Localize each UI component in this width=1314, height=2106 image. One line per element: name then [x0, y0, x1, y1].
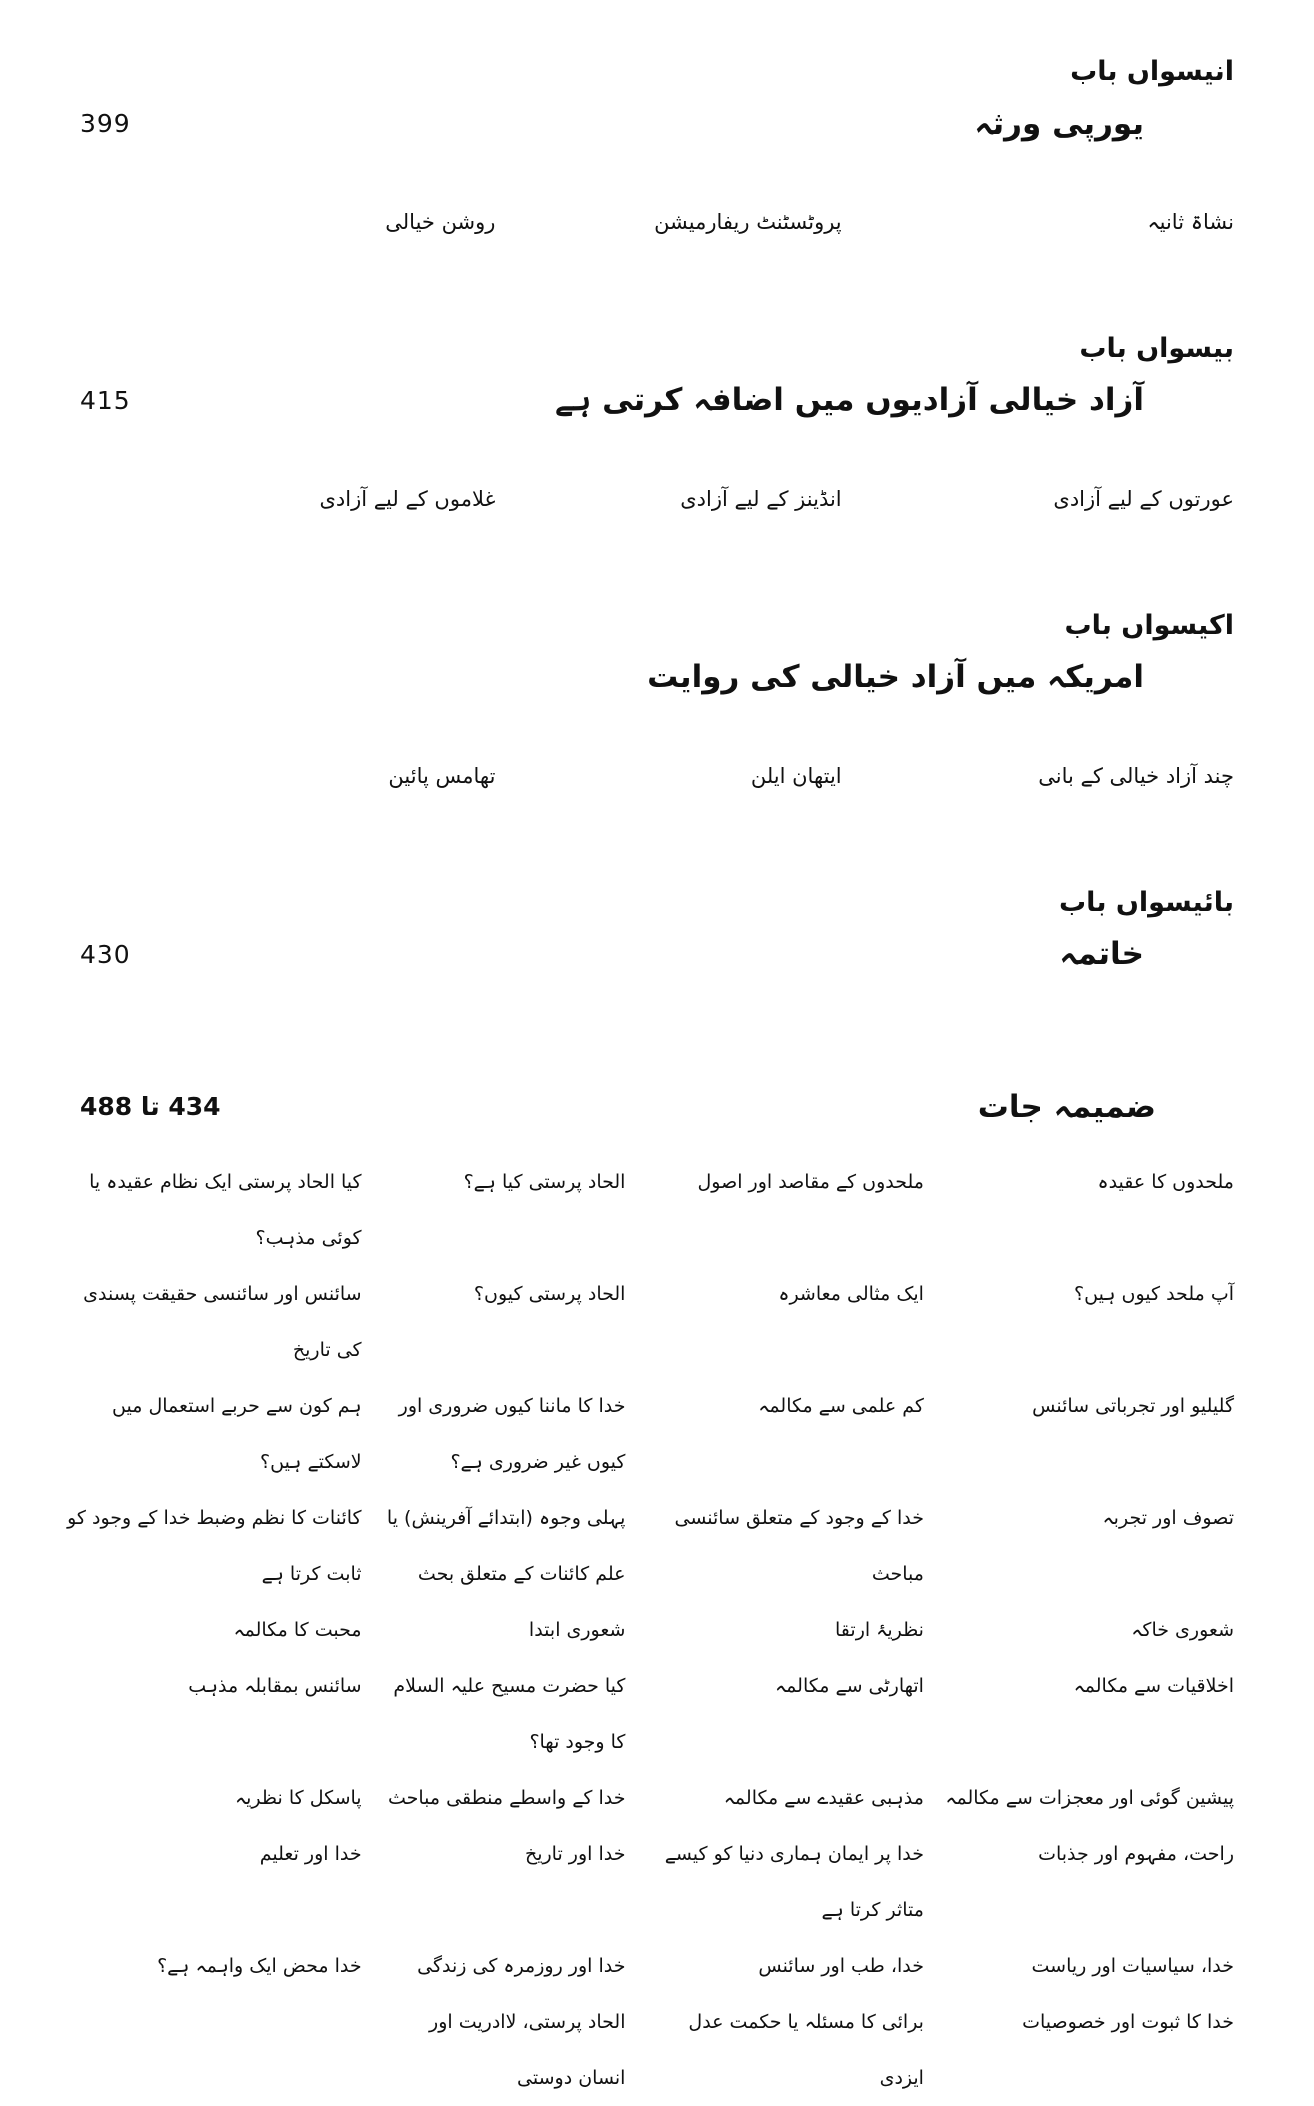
appendix-cell: تصوف اور تجربہ: [1102, 1507, 1234, 1530]
appendix-cell: محبت کا مکالمہ: [233, 1619, 362, 1642]
chapter-20-label: بیسواں باب: [1079, 332, 1234, 364]
chapter-21-label: اکیسواں باب: [1064, 609, 1234, 641]
chapter-22-section: [80, 883, 1234, 978]
topic-item: ایتھان ایلن: [750, 763, 842, 788]
topic-item: عورتوں کے لیے آزادی: [1053, 486, 1234, 511]
appendix-cell: سائنس اور سائنسی حقیقت پسندی کی تاریخ: [83, 1283, 362, 1362]
appendix-cell: [50, 1994, 362, 2106]
topic-item: نشاۃ ثانیہ: [1147, 210, 1234, 234]
chapter-22-title: خاتمہ: [1059, 936, 1144, 973]
appendix-cell: پاسکل کا نظریہ: [235, 1787, 362, 1810]
chapter-20-title-row: [80, 377, 1234, 424]
chapter-21-title-row: [80, 654, 1234, 701]
chapter-19-label: انیسواں باب: [1070, 56, 1234, 87]
appendix-cell: ملحدوں کا عقیدہ: [1097, 1171, 1234, 1194]
appendix-cell: نظریۂ ارتقا: [835, 1619, 924, 1642]
appendix-cell: گلیلیو اور تجرباتی سائنس: [1032, 1395, 1234, 1418]
appendix-cell: کائنات کا نظم وضبط خدا کے وجود کو ثابت کرتا ہے: [67, 1507, 362, 1586]
appendix-cell: شعوری خاکہ: [1131, 1619, 1234, 1642]
chapter-21-title: امریکہ میں آزاد خیالی کی روایت: [647, 659, 1144, 696]
appendix-cell: راحت، مفہوم اور جذبات: [1038, 1843, 1234, 1866]
chapter-20-section: [80, 329, 1234, 520]
appendix-cell: خدا کا ثبوت اور خصوصیات: [1022, 2011, 1234, 2034]
appendix-cell: پیشین گوئی اور معجزات سے مکالمہ: [945, 1787, 1234, 1810]
topic-item: روشن خیالی: [385, 210, 496, 234]
topic-item: انڈینز کے لیے آزادی: [680, 486, 842, 511]
chapter-20-topics: [80, 480, 1234, 520]
chapter-19-section: [80, 52, 1234, 243]
chapter-19-title-row: [80, 101, 1234, 148]
appendix-heading: ضمیمہ جات: [977, 1088, 1156, 1125]
chapter-20-title: آزاد خیالی آزادیوں میں اضافہ کرتی ہے: [554, 382, 1144, 419]
appendix-cell: ملحدوں کے مقاصد اور اصول: [697, 1171, 924, 1194]
appendix-cell: خدا، سیاسیات اور ریاست: [1031, 1955, 1234, 1978]
topic-item: چند آزاد خیالی کے بانی: [1038, 763, 1234, 788]
appendix-cell: سائنس بمقابلہ مذہب: [188, 1675, 362, 1698]
appendix-cell: اخلاقیات سے مکالمہ: [1073, 1675, 1234, 1698]
appendix-cell: خدا کا ماننا کیوں ضروری اور کیوں غیر ضروری ہے؟: [398, 1395, 626, 1474]
appendix-cell: الحاد پرستی کیوں؟: [473, 1283, 626, 1306]
topic-item: غلاموں کے لیے آزادی: [319, 486, 496, 511]
chapter-19-topics: [80, 203, 1234, 243]
topic-item: تھامس پائین: [388, 763, 496, 788]
appendix-cell: کم علمی سے مکالمہ: [758, 1395, 924, 1418]
appendix-cell: پہلی وجوہ (ابتدائے آفرینش) یا علم کائنات کے متعلق بحث: [386, 1507, 626, 1586]
appendix-page-range: 434 تا 488: [80, 1092, 221, 1122]
appendix-cell: آپ ملحد کیوں ہیں؟: [1074, 1283, 1234, 1306]
appendix-topic-grid: [67, 1154, 1234, 2106]
appendix-cell: شعوری ابتدا: [528, 1619, 626, 1642]
appendix-cell: برائی کا مسئلہ یا حکمت عدل ایزدی: [688, 2011, 924, 2090]
appendix-cell: خدا اور روزمرہ کی زندگی: [417, 1955, 626, 1978]
chapter-22-title-row: [80, 931, 1234, 978]
appendix-cell: الحاد پرستی کیا ہے؟: [463, 1171, 626, 1194]
appendix-cell: خدا کے وجود کے متعلق سائنسی مباحث: [674, 1507, 924, 1586]
chapter-22-label: بائیسواں باب: [1059, 886, 1234, 918]
appendix-cell: ہم کون سے حربے استعمال میں لاسکتے ہیں؟: [112, 1395, 362, 1474]
chapter-19-title: یورپی ورثہ: [974, 105, 1144, 142]
chapter-21-section: [80, 606, 1234, 797]
appendix-cell: خدا اور تعلیم: [259, 1843, 362, 1866]
appendix-cell: کیا حضرت مسیح علیہ السلام کا وجود تھا؟: [393, 1675, 626, 1754]
appendix-cell: اتھارٹی سے مکالمہ: [775, 1675, 924, 1698]
appendix-cell: الحاد پرستی، لاادریت اور انسان دوستی: [429, 2011, 626, 2090]
appendix-cell: خدا پر ایمان ہماری دنیا کو کیسے متاثر کرتا ہے: [664, 1843, 924, 1922]
appendix-cell: خدا اور تاریخ: [524, 1843, 626, 1866]
chapter-22-page-number: 430: [80, 939, 131, 969]
appendix-cell: ایک مثالی معاشرہ: [778, 1283, 924, 1306]
appendix-head-row: [80, 1084, 1234, 1131]
chapter-21-topics: [80, 757, 1234, 797]
appendix-cell: مذہبی عقیدے سے مکالمہ: [723, 1787, 924, 1810]
chapter-20-page-number: 415: [80, 386, 131, 416]
chapter-19-page-number: 399: [80, 109, 131, 139]
appendix-section: [67, 1084, 1234, 2106]
appendix-cell: خدا کے واسطے منطقی مباحث: [387, 1787, 626, 1810]
appendix-cell: خدا، طب اور سائنس: [758, 1955, 924, 1978]
appendix-cell: خدا محض ایک واہمہ ہے؟: [157, 1955, 362, 1978]
topic-item: پروٹسٹنٹ ریفارمیشن: [654, 210, 842, 234]
appendix-cell: کیا الحاد پرستی ایک نظام عقیدہ یا کوئی مذہب؟: [89, 1171, 362, 1250]
